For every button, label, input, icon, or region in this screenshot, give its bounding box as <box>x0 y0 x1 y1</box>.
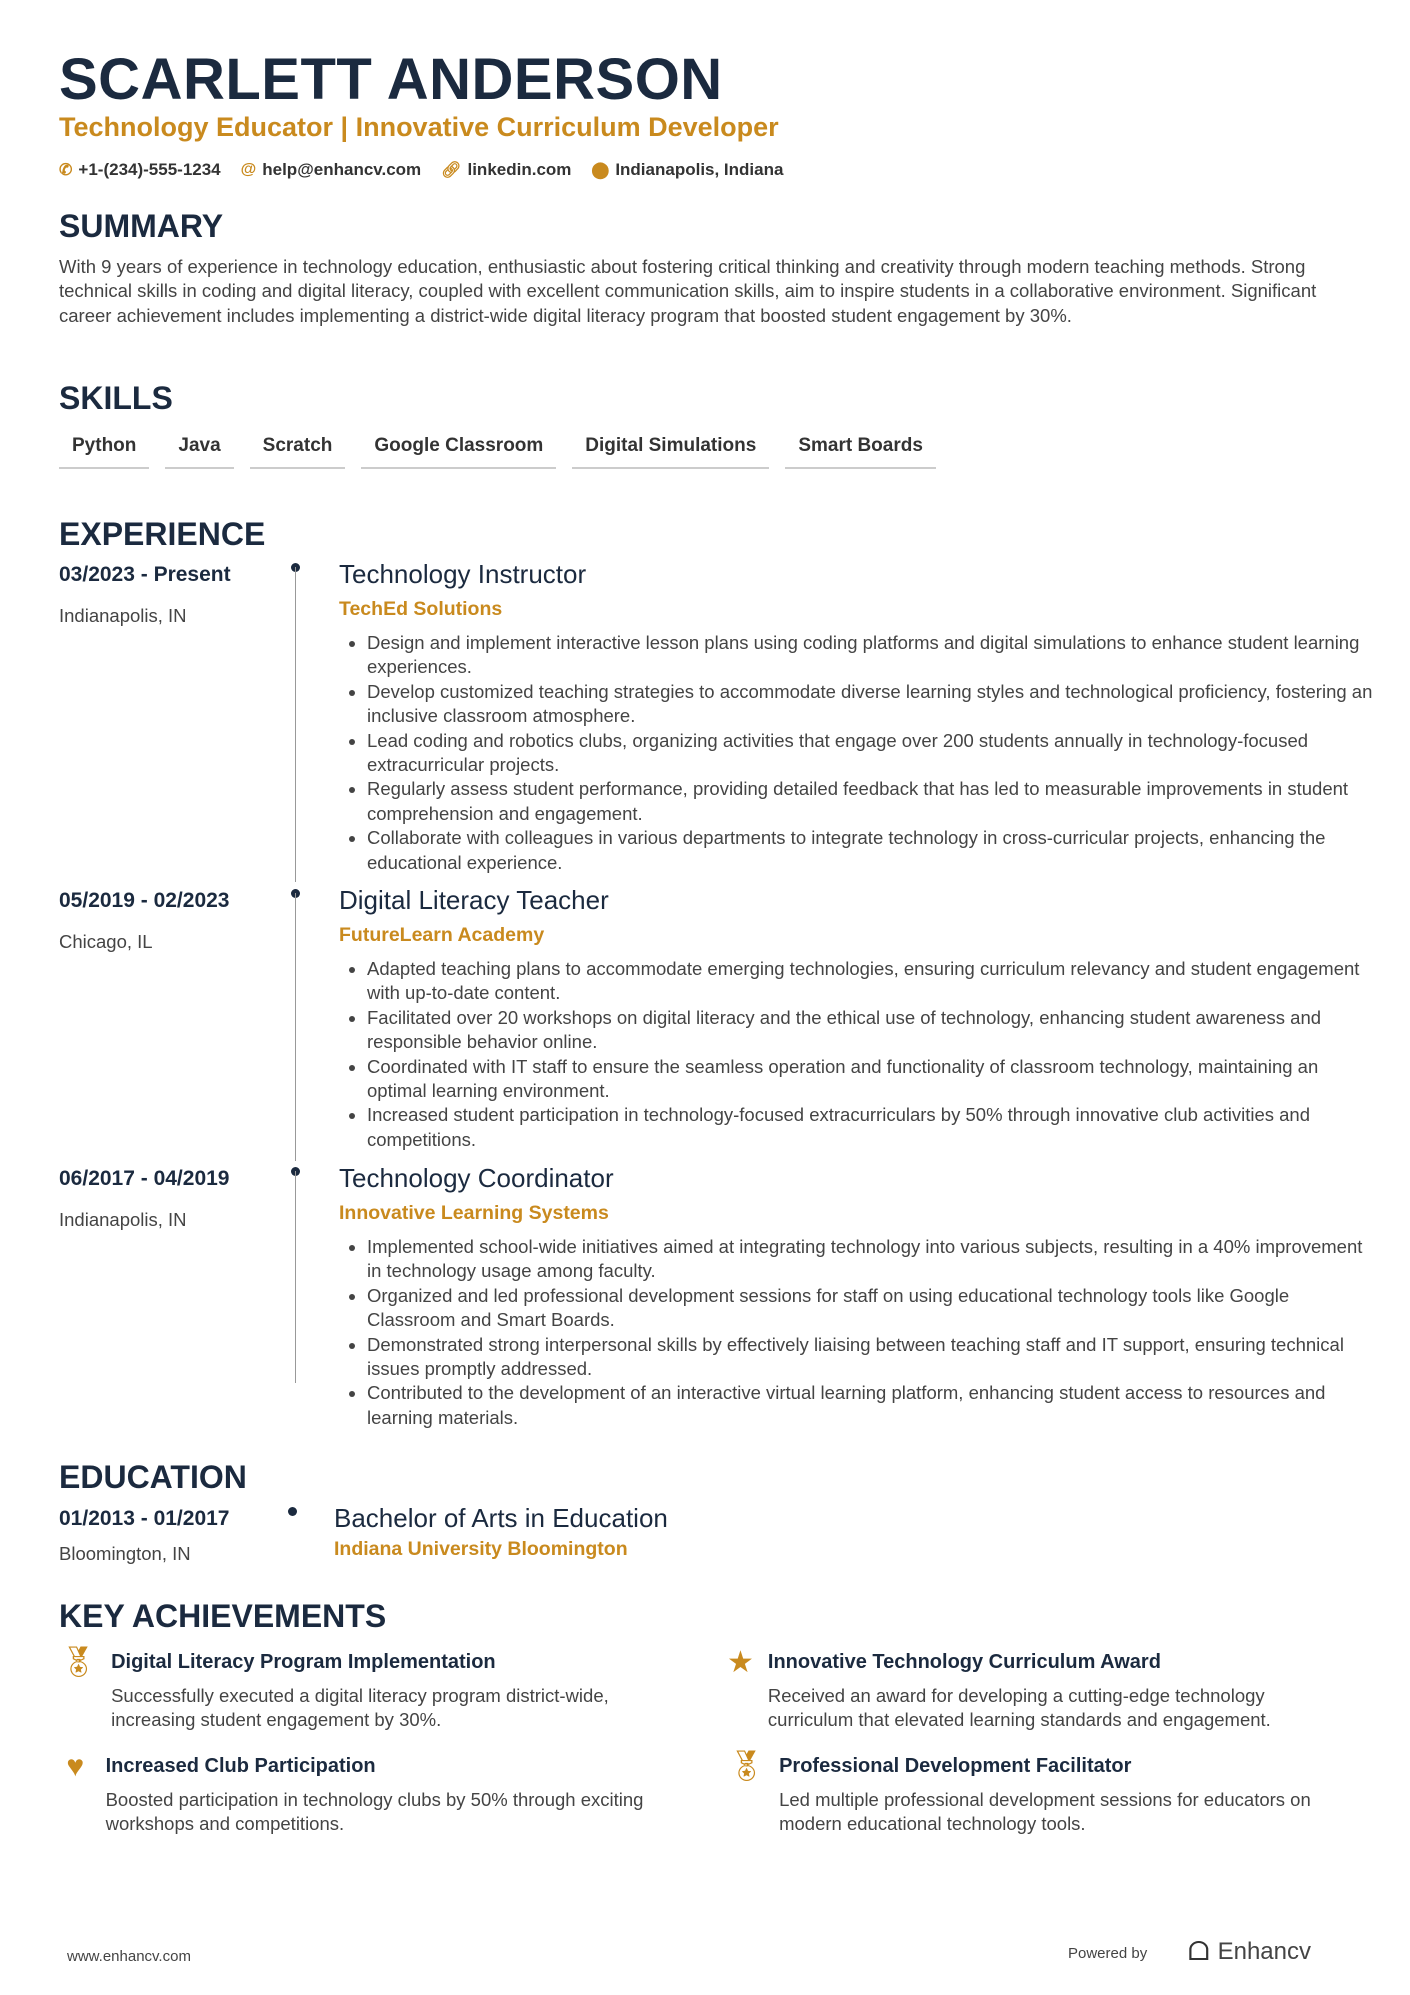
summary-heading: SUMMARY <box>59 208 224 244</box>
job-location: Indianapolis, IN <box>59 605 187 626</box>
contact-phone[interactable] <box>59 160 221 180</box>
job-bullets <box>339 631 1379 875</box>
candidate-name: SCARLETT ANDERSON <box>59 47 723 112</box>
footer-website[interactable]: www.enhancv.com <box>67 1948 191 1965</box>
achievement-desc: Boosted participation in technology clubs by 50% through exciting workshops and competitions. <box>105 1789 644 1835</box>
candidate-title: Technology Educator | Innovative Curriculum Developer <box>59 112 779 142</box>
bullet: • Coordinated with IT staff to ensure the seamless operation and functionality of classroom technology, maintaining an optimal learning environment. <box>367 1055 1379 1104</box>
job-date: 06/2017 - 04/2019 <box>59 1167 230 1190</box>
job-company: TechEd Solutions <box>339 598 503 620</box>
achievement-title: Innovative Technology Curriculum Award <box>767 1651 1161 1673</box>
achievement-desc: Led multiple professional development sessions for educators on modern educational technology tools. <box>779 1789 1311 1835</box>
job-date: 05/2019 - 02/2023 <box>59 889 230 912</box>
achievement-title: Increased Club Participation <box>105 1755 376 1777</box>
linkedin-text: linkedin.com <box>467 160 572 179</box>
heart-icon: ♥ <box>66 1750 85 1783</box>
achievement-title: Professional Development Facilitator <box>779 1755 1132 1777</box>
bullet: • Facilitated over 20 workshops on digital literacy and the ethical use of technology, enhancing student awareness and responsible behavior online. <box>367 1006 1379 1055</box>
achievement-title: Digital Literacy Program Implementation <box>111 1651 496 1673</box>
skills-list <box>59 435 936 469</box>
medal-icon: 🏅︎ <box>59 1646 98 1679</box>
job-location: Indianapolis, IN <box>59 1209 187 1230</box>
skill-chip: Java <box>165 435 233 469</box>
job-bullets <box>339 957 1379 1152</box>
edu-location: Bloomington, IN <box>59 1543 191 1564</box>
contact-location <box>591 160 783 180</box>
bullet: • Lead coding and robotics clubs, organizing activities that engage over 200 students annually in technology-focused extracurricular projects. <box>367 729 1379 778</box>
achievement-desc: Successfully executed a digital literacy program district-wide, increasing student engagement by 30%. <box>111 1685 609 1731</box>
enhancv-brand: Enhancv <box>1217 1938 1311 1965</box>
summary-text: With 9 years of experience in technology education, enthusiastic about fostering critical thinking and creativity through modern teaching methods. Strong technical skills in coding and digital literacy, coupled with excellent communication skills, aim to inspire students in a collaborative environment. Significant career achievement includes implementing a district-wide digital literacy program that boosted student engagement by 30%. <box>59 256 1317 326</box>
bullet: • Implemented school-wide initiatives aimed at integrating technology into various subjects, resulting in a 40% improvement in technology usage among faculty. <box>367 1235 1379 1284</box>
achievement-item <box>727 1645 1327 1733</box>
achievements-heading: KEY ACHIEVEMENTS <box>59 1598 387 1634</box>
skills-heading: SKILLS <box>59 380 173 416</box>
link-icon: 🔗︎ <box>441 162 462 179</box>
location-text: Indianapolis, Indiana <box>615 160 784 179</box>
bullet: • Adapted teaching plans to accommodate emerging technologies, ensuring curriculum relevancy and student engagement with up-to-date content. <box>367 957 1379 1006</box>
star-icon: ★ <box>727 1646 754 1679</box>
bullet: • Contributed to the development of an interactive virtual learning platform, enhancing student access to resources and learning materials. <box>367 1381 1379 1430</box>
skill-chip: Digital Simulations <box>572 435 769 469</box>
job-title: Technology Instructor <box>339 559 587 589</box>
bullet: • Collaborate with colleagues in various departments to integrate technology in cross-curricular projects, enhancing the educational experience. <box>367 826 1379 875</box>
location-icon: ⬤ <box>591 162 610 179</box>
achievement-item <box>727 1749 1327 1837</box>
email-text: help@enhancv.com <box>262 160 422 179</box>
job-bullets <box>339 1235 1379 1430</box>
contact-email[interactable] <box>241 160 422 180</box>
bullet: • Increased student participation in technology-focused extracurriculars by 50% through innovative club activities and competitions. <box>367 1103 1379 1152</box>
achievement-item <box>59 1645 659 1733</box>
at-icon: @ <box>240 161 257 178</box>
contact-linkedin[interactable] <box>441 160 571 180</box>
medal-icon: 🏅︎ <box>727 1750 766 1783</box>
achievement-item <box>59 1749 659 1837</box>
contact-bar <box>59 160 783 180</box>
achievement-desc: Received an award for developing a cutting-edge technology curriculum that elevated learning standards and engagement. <box>767 1685 1271 1731</box>
bullet: • Demonstrated strong interpersonal skills by effectively liaising between teaching staff and IT support, ensuring technical issues promptly addressed. <box>367 1333 1379 1382</box>
school: Indiana University Bloomington <box>334 1538 628 1560</box>
timeline-dot <box>288 1507 297 1516</box>
bullet: • Develop customized teaching strategies to accommodate diverse learning styles and technological proficiency, fostering an inclusive classroom atmosphere. <box>367 680 1379 729</box>
bullet: • Design and implement interactive lesson plans using coding platforms and digital simulations to enhance student learning experiences. <box>367 631 1379 680</box>
education-heading: EDUCATION <box>59 1459 247 1495</box>
job-date: 03/2023 - Present <box>59 563 231 586</box>
job-title: Technology Coordinator <box>339 1163 614 1193</box>
phone-icon: ✆ <box>59 162 73 179</box>
skill-chip: Scratch <box>250 435 346 469</box>
phone-text: +1-(234)-555-1234 <box>78 160 221 179</box>
timeline-line <box>295 1171 296 1383</box>
edu-date: 01/2013 - 01/2017 <box>59 1507 230 1530</box>
timeline-line <box>295 893 296 1161</box>
enhancv-logo-icon: ᗝ <box>1188 1936 1210 1966</box>
timeline-line <box>295 567 296 882</box>
job-company: Innovative Learning Systems <box>339 1202 609 1224</box>
enhancv-logo[interactable] <box>1188 1936 1311 1968</box>
experience-heading: EXPERIENCE <box>59 516 266 552</box>
degree: Bachelor of Arts in Education <box>334 1503 668 1533</box>
bullet: • Regularly assess student performance, providing detailed feedback that has led to measurable improvements in student comprehension and engagement. <box>367 777 1379 826</box>
skill-chip: Google Classroom <box>361 435 556 469</box>
job-location: Chicago, IL <box>59 931 153 952</box>
bullet: • Organized and led professional development sessions for staff on using educational technology tools like Google Classroom and Smart Boards. <box>367 1284 1379 1333</box>
job-title: Digital Literacy Teacher <box>339 885 609 915</box>
skill-chip: Python <box>59 435 149 469</box>
skill-chip: Smart Boards <box>785 435 936 469</box>
footer-powered: Powered by <box>1068 1945 1148 1962</box>
job-company: FutureLearn Academy <box>339 924 545 946</box>
